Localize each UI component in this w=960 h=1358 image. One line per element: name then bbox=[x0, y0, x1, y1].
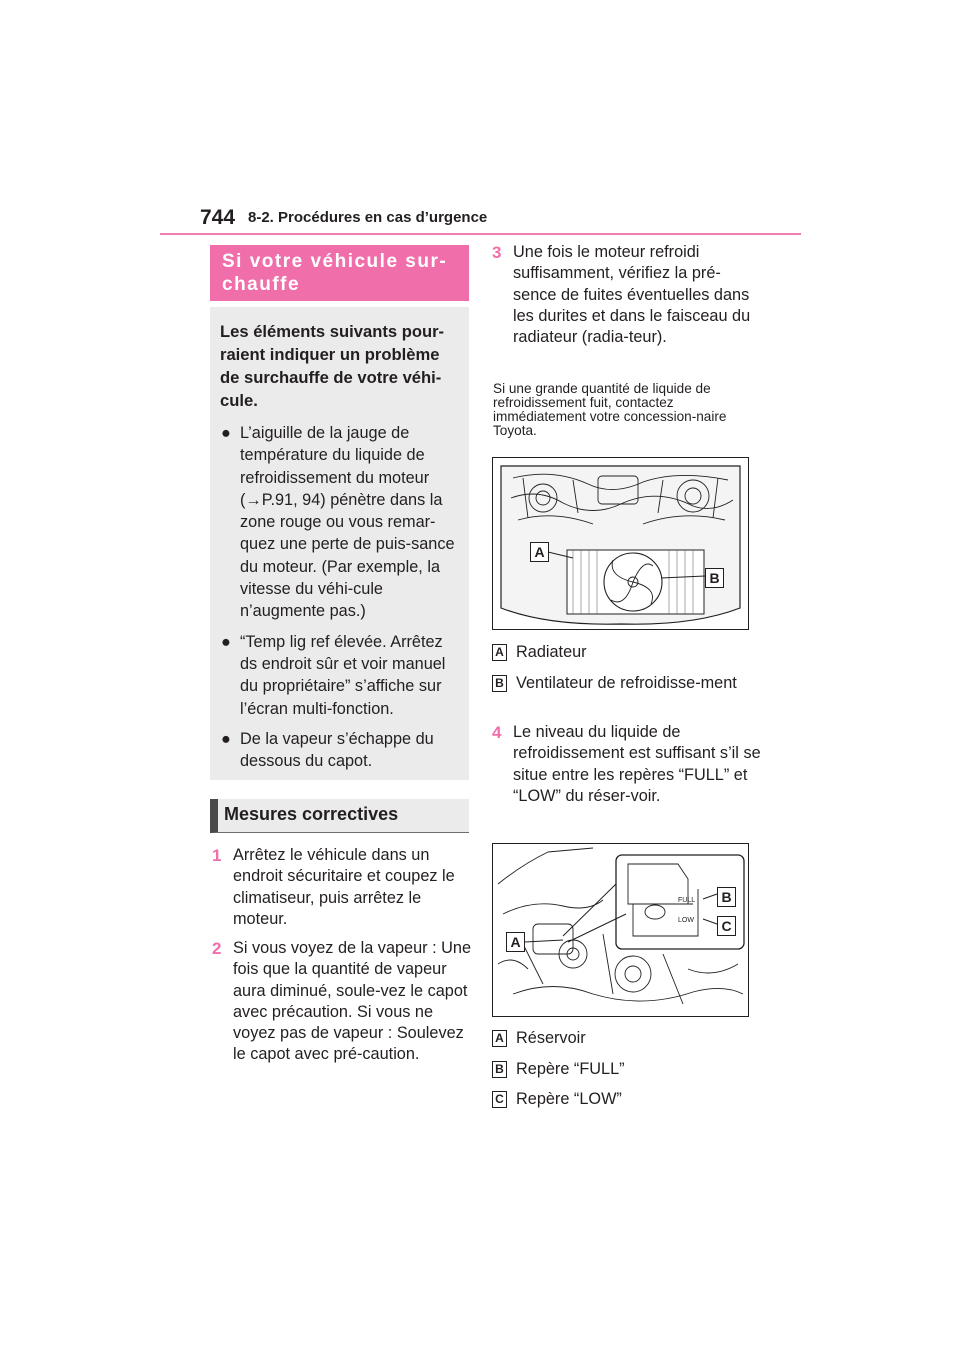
bullet-icon: ● bbox=[221, 729, 231, 748]
symptom-item bbox=[220, 728, 459, 773]
step-text: Le niveau du liquide de refroidissement est suffisant s’il se situe entre les repères “FULL” et “LOW” du réser-voir. bbox=[513, 723, 761, 805]
step-number: 1 bbox=[212, 846, 222, 865]
step-1 bbox=[212, 845, 474, 930]
step-3 bbox=[492, 242, 762, 348]
bullet-icon: ● bbox=[221, 632, 231, 651]
legend-text: Repère “LOW” bbox=[516, 1090, 622, 1108]
step-number: 3 bbox=[492, 243, 502, 262]
section-title: 8-2. Procédures en cas d’urgence bbox=[248, 209, 488, 226]
overheat-lead: Les éléments suivants pour-raient indiquer un problème de surchauffe de votre véhi-cule. bbox=[220, 322, 445, 410]
engine-bay-figure bbox=[492, 457, 749, 630]
leak-note: Si une grande quantité de liquide de refroidissement fuit, contactez immédiatement votre concession-naire Toyota. bbox=[493, 381, 727, 438]
symptom-text: “Temp lig ref élevée. Arrêtez ds endroit sûr et voir manuel du propriétaire” s’affiche sur l’écran multi-fonction. bbox=[240, 632, 446, 718]
step-number: 4 bbox=[492, 723, 502, 742]
full-mark-label: FULL bbox=[678, 897, 696, 904]
low-mark-label: LOW bbox=[678, 917, 694, 924]
step-2 bbox=[212, 938, 474, 1066]
step-text: Arrêtez le véhicule dans un endroit sécuritaire et coupez le climatiseur, puis arrêtez le moteur. bbox=[233, 846, 455, 928]
symptom-item bbox=[220, 422, 459, 623]
legend-key: A bbox=[492, 644, 507, 661]
callout-c: C bbox=[717, 916, 736, 936]
callout-a: A bbox=[506, 932, 525, 952]
overheat-symptoms-box bbox=[210, 307, 469, 780]
step-number: 2 bbox=[212, 939, 222, 958]
step-text: Si vous voyez de la vapeur : Une fois que la quantité de vapeur aura diminué, soule-vez le capot avec précaution. Si vous ne voyez pas de vapeur : Soulevez le capot avec pré-caution. bbox=[233, 939, 472, 1064]
overheat-heading: Si votre véhicule sur-chauffe bbox=[210, 245, 469, 301]
corrective-heading: Mesures correctives bbox=[210, 799, 469, 833]
symptom-text: De la vapeur s’échappe du dessous du capot. bbox=[240, 729, 434, 771]
callout-a: A bbox=[530, 542, 549, 562]
header-rule bbox=[160, 233, 801, 235]
legend-key: C bbox=[492, 1091, 507, 1108]
bullet-icon: ● bbox=[221, 424, 231, 442]
step-text: Une fois le moteur refroidi suffisamment, vérifiez la pré-sence de fuites éventuelles dans les durites et dans le faisceau du radiateur (radia-teur). bbox=[513, 243, 751, 347]
reservoir-legend-a bbox=[492, 1028, 586, 1049]
engine-legend-b bbox=[492, 673, 737, 694]
legend-text: Réservoir bbox=[516, 1029, 586, 1047]
symptom-item bbox=[220, 631, 459, 720]
reservoir-legend-b bbox=[492, 1059, 625, 1080]
step-4 bbox=[492, 722, 762, 807]
legend-text: Radiateur bbox=[516, 643, 587, 661]
reservoir-illustration bbox=[493, 844, 748, 1016]
legend-text: Ventilateur de refroidisse-ment bbox=[516, 674, 737, 692]
reservoir-legend-c bbox=[492, 1089, 622, 1110]
page-number: 744 bbox=[200, 206, 236, 229]
legend-key: B bbox=[492, 1061, 507, 1078]
legend-key: B bbox=[492, 675, 507, 692]
legend-key: A bbox=[492, 1030, 507, 1047]
callout-b: B bbox=[705, 568, 724, 588]
callout-b: B bbox=[717, 887, 736, 907]
legend-text: Repère “FULL” bbox=[516, 1060, 625, 1078]
engine-legend-a bbox=[492, 642, 587, 663]
symptom-text: L’aiguille de la jauge de température du liquide de refroidissement du moteur (→P.91, 94) pénètre dans la zone rouge ou vous remar-quez une perte de puis-sance du moteur. (Par exemple, la vitesse du véhi-cule n’augmente pas.) bbox=[240, 424, 455, 621]
reservoir-figure bbox=[492, 843, 749, 1017]
